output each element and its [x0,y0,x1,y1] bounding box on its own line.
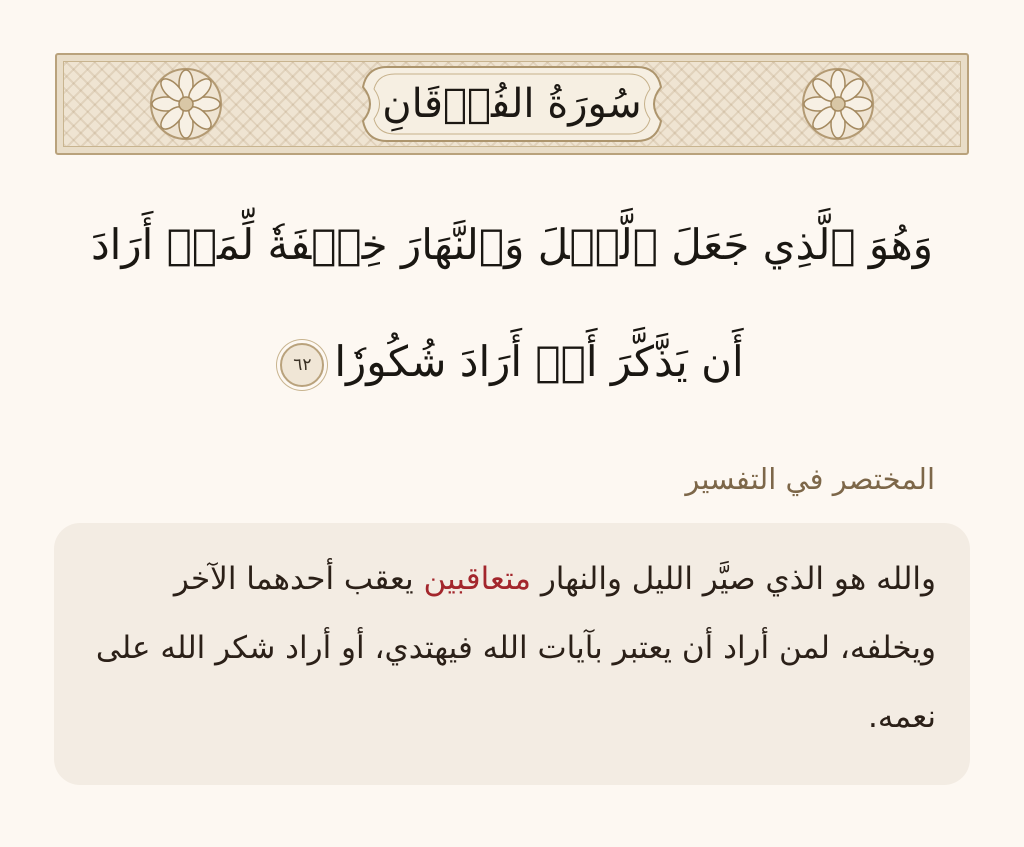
tafsir-text [90,545,936,752]
verse-line-2 [80,337,944,387]
tafsir-source-label: المختصر في التفسير [685,462,935,496]
surah-header-banner [55,53,969,155]
ayah-end-marker-icon [280,343,324,387]
rosette-icon [149,67,223,141]
verse-number: ٦٢ [293,355,312,375]
tafsir-text-start: والله هو الذي صيَّر الليل والنهار [530,561,936,597]
surah-title: سُورَةُ الفُرۡقَانِ [382,81,642,127]
tafsir-highlight-word: متعاقبين [423,561,531,597]
verse-line-1: وَهُوَ ٱلَّذِي جَعَلَ ٱلَّيۡلَ وَٱلنَّهَارَ خِلۡفَةٗ لِّمَنۡ أَرَادَ [90,220,934,269]
tafsir-text-end: يعقب أحدهما الآخر ويخلفه، لمن أراد أن يعتبر بآيات الله فيهتدي، أو أراد شكر الله على نعمه. [95,561,936,735]
rosette-icon [801,67,875,141]
verse-line-2-text: أَن يَذَّكَّرَ أَوۡ أَرَادَ شُكُورٗا [334,337,744,386]
